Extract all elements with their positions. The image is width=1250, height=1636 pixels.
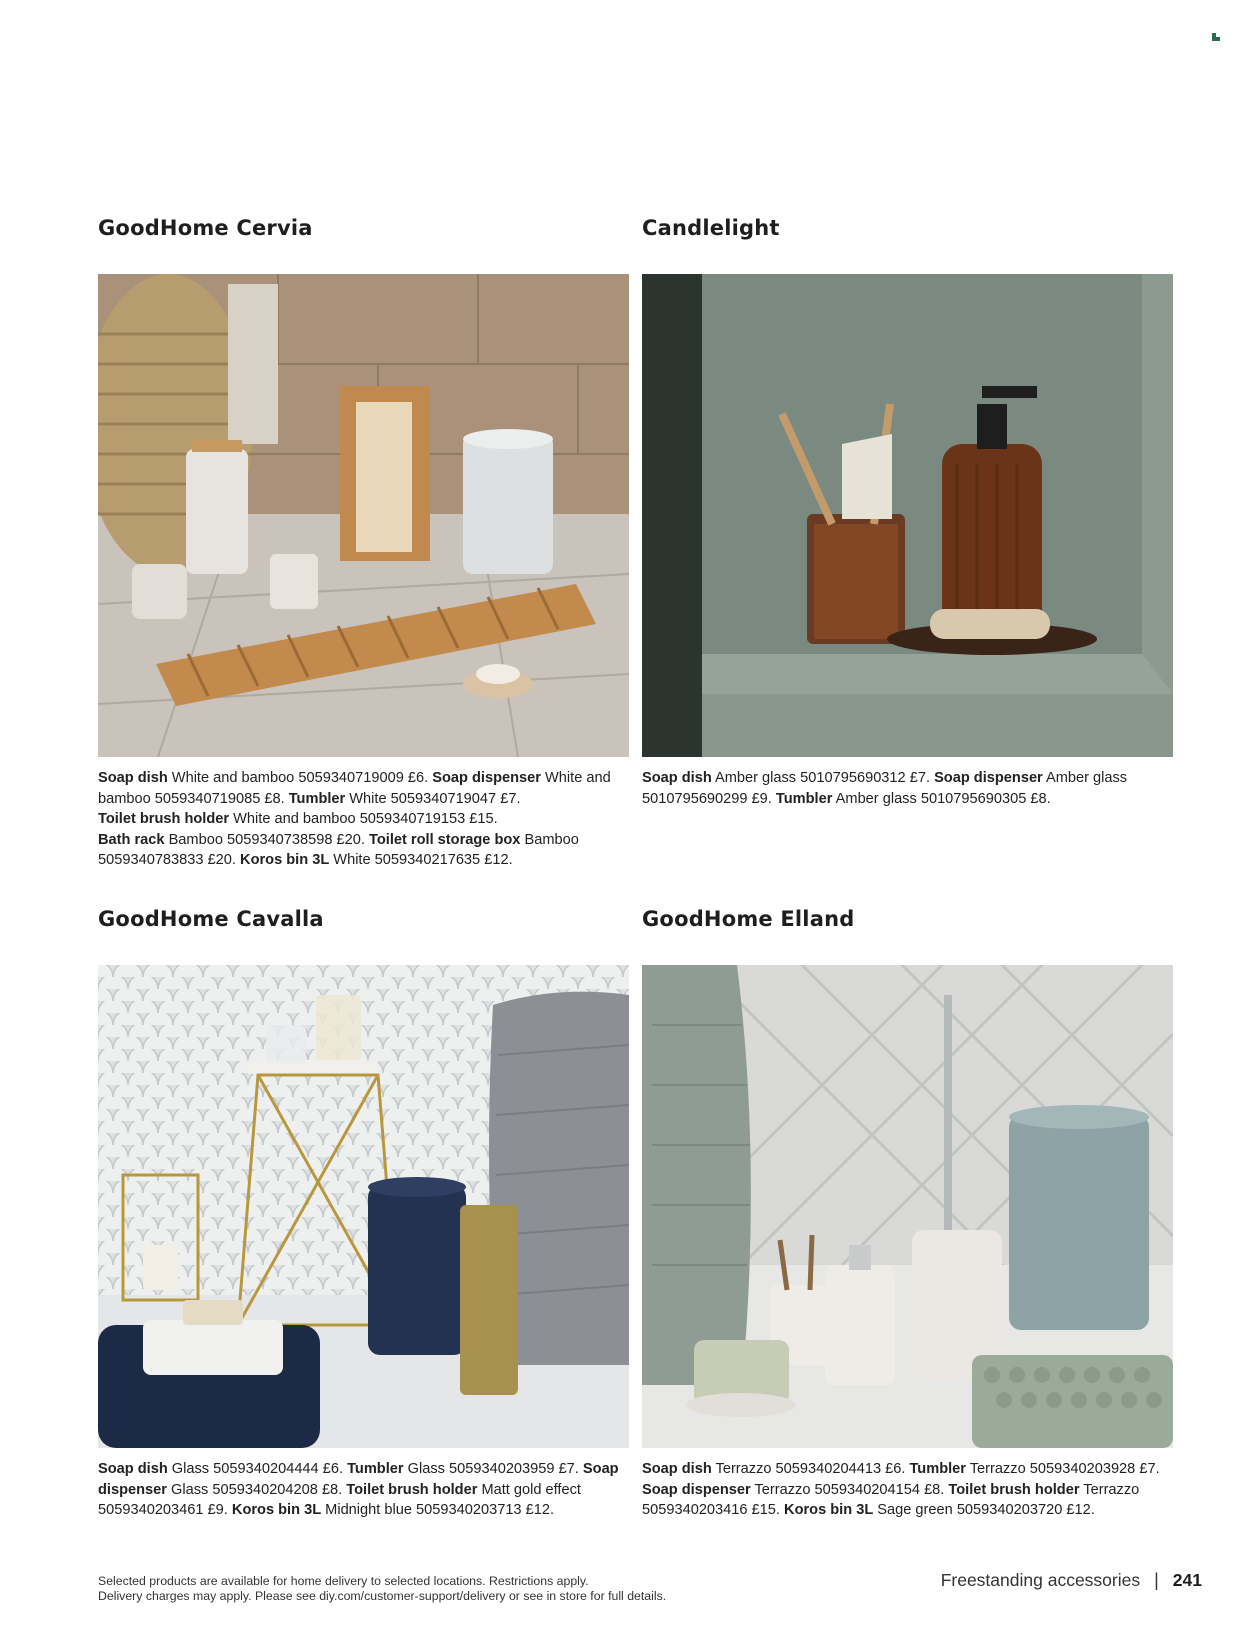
disclaimer-line: Selected products are available for home delivery to selected locations. Restrictions apply. [98,1574,589,1588]
page-number: 241 [1172,1570,1202,1590]
product-description-cavalla [98,1459,638,1521]
product-photo-candlelight [642,274,1173,757]
product-item: Koros bin 3L Sage green 5059340203720 £12. [784,1502,1095,1519]
product-description-cervia [98,768,638,871]
product-photo-elland [642,965,1173,1448]
product-section-candlelight [642,213,1173,893]
product-item: Soap dispenser White and bamboo 5059340719085 £8. [98,770,611,807]
product-item: Tumbler Terrazzo 5059340203928 £7. [909,1461,1160,1477]
footer-separator: | [1154,1570,1159,1590]
product-item: Toilet brush holder Matt gold effect 5059340203461 £9. [98,1481,581,1519]
product-item: Soap dish Glass 5059340204444 £6. [98,1461,344,1477]
delivery-disclaimer [98,1574,798,1604]
product-item: Tumbler Glass 5059340203959 £7. [347,1461,579,1477]
section-label: Freestanding accessories [940,1570,1141,1590]
product-description-elland [642,1459,1182,1521]
section-title: GoodHome Cervia [98,216,313,240]
product-item: Koros bin 3L Midnight blue 5059340203713 £12. [231,1502,555,1519]
disclaimer-line: Delivery charges may apply. Please see diy.com/customer-support/delivery or see in store for full details. [98,1589,667,1603]
product-item: Soap dispenser Glass 5059340204208 £8. [98,1461,619,1498]
section-title: Candlelight [642,216,780,240]
product-section-cervia [98,213,629,893]
product-item: Toilet brush holder Terrazzo 5059340203416 £15. [642,1481,1140,1519]
product-item: Tumbler White 5059340719047 £7. [288,790,521,807]
product-item: Soap dish White and bamboo 5059340719009 £6. [98,770,429,786]
product-item: Tumbler Amber glass 5010795690305 £8. [775,790,1051,807]
product-item: Toilet roll storage box Bamboo 5059340783833 £20. [98,831,579,869]
product-item: Soap dish Terrazzo 5059340204413 £6. [642,1461,906,1477]
product-section-cavalla [98,904,629,1584]
product-item: Bath rack Bamboo 5059340738598 £20. [98,831,365,848]
section-title: GoodHome Elland [642,907,855,931]
product-item: Soap dish Amber glass 5010795690312 £7. [642,770,930,786]
product-item: Soap dispenser Amber glass 5010795690299 £9. [642,770,1128,807]
product-item: Soap dispenser Terrazzo 5059340204154 £8. [642,1481,945,1498]
product-photo-cavalla [98,965,629,1448]
product-description-candlelight [642,768,1182,809]
corner-mark-icon [1212,33,1220,41]
product-photo-cervia [98,274,629,757]
page-footer [941,1570,1202,1591]
product-item: Toilet brush holder White and bamboo 5059340719153 £15. [98,811,498,828]
product-section-elland [642,904,1173,1584]
product-item: Koros bin 3L White 5059340217635 £12. [240,852,513,869]
section-title: GoodHome Cavalla [98,907,324,931]
